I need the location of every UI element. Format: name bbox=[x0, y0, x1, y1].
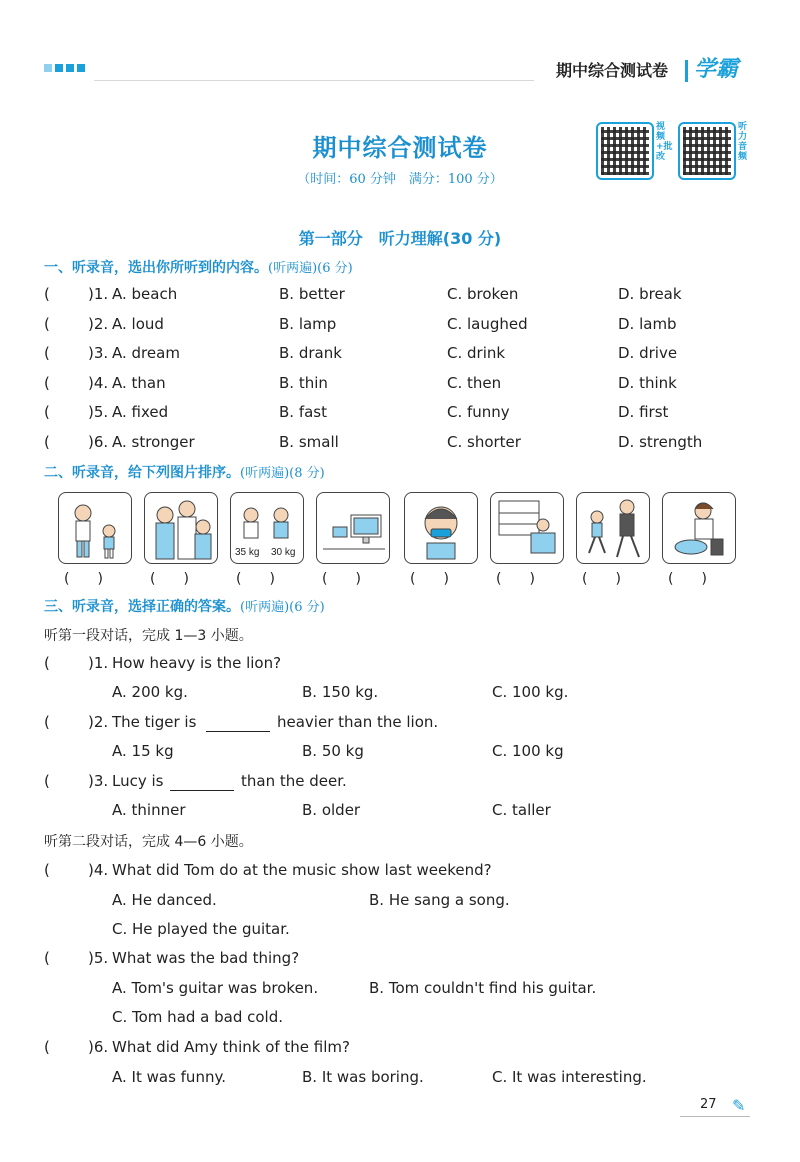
question-text-b: heavier than the lion. bbox=[277, 713, 439, 731]
picture-answer-paren[interactable]: ( ) bbox=[64, 571, 103, 587]
option-c: C. broken bbox=[447, 285, 519, 303]
option-a: A. dream bbox=[112, 344, 180, 362]
option-c: C. taller bbox=[492, 801, 551, 819]
question-text: What was the bad thing? bbox=[112, 949, 300, 967]
picture-answer-paren[interactable]: ( ) bbox=[236, 571, 275, 587]
option-a: A. thinner bbox=[112, 801, 186, 819]
option-c: C. shorter bbox=[447, 432, 521, 451]
answer-paren[interactable]: ( bbox=[44, 314, 50, 333]
family-icon bbox=[144, 492, 218, 564]
option-a: A. loud bbox=[112, 314, 164, 333]
question-number: )1. bbox=[88, 285, 109, 303]
option-a: A. He danced. bbox=[112, 891, 217, 909]
footer-rule bbox=[680, 1116, 750, 1117]
option-b: B. older bbox=[302, 801, 361, 819]
question-text-a: The tiger is bbox=[112, 713, 197, 731]
option-c: C. drink bbox=[447, 344, 506, 362]
answer-paren[interactable]: ( bbox=[44, 713, 50, 731]
option-a: A. beach bbox=[112, 285, 178, 303]
option-b: B. He sang a song. bbox=[369, 891, 510, 909]
option-b: B. Tom couldn't find his guitar. bbox=[369, 979, 597, 997]
question-text: What did Amy think of the film? bbox=[112, 1038, 350, 1056]
section2-title bbox=[44, 462, 325, 482]
option-c: C. He played the guitar. bbox=[112, 920, 290, 938]
question-number: )6. bbox=[88, 1038, 109, 1056]
question-number: )6. bbox=[88, 432, 109, 451]
option-b: B. 50 kg bbox=[302, 742, 364, 760]
dialog2-instruction: 听第二段对话，完成 4—6 小题。 bbox=[44, 834, 253, 850]
section2-heading: 二、听录音，给下列图片排序。 bbox=[44, 465, 240, 481]
option-a: A. fixed bbox=[112, 403, 169, 421]
weight-label-1: 35 kg bbox=[235, 547, 260, 558]
option-a: A. Tom's guitar was broken. bbox=[112, 979, 319, 997]
question-number: )4. bbox=[88, 861, 109, 879]
option-b: B. It was boring. bbox=[302, 1068, 424, 1086]
option-d: D. drive bbox=[618, 344, 678, 362]
question-number: )2. bbox=[88, 314, 109, 333]
adult-and-child-icon bbox=[58, 492, 132, 564]
question-number: )5. bbox=[88, 949, 109, 967]
option-d: D. think bbox=[618, 373, 677, 392]
picture-answer-paren[interactable]: ( ) bbox=[668, 571, 707, 587]
answer-paren[interactable]: ( bbox=[44, 285, 50, 303]
part-title: 第一部分 听力理解(30 分) bbox=[298, 229, 502, 248]
option-b: B. small bbox=[279, 432, 339, 451]
girl-washing-icon bbox=[662, 492, 736, 564]
answer-paren[interactable]: ( bbox=[44, 861, 50, 879]
weight-kids-icon bbox=[230, 492, 304, 564]
option-c: C. 100 kg bbox=[492, 742, 564, 760]
picture-answer-paren[interactable]: ( ) bbox=[582, 571, 621, 587]
section2-note: (听两遍)(8 分) bbox=[240, 466, 325, 481]
question-number: )1. bbox=[88, 654, 109, 672]
qr-video[interactable] bbox=[596, 122, 673, 180]
question-number: )4. bbox=[88, 373, 109, 392]
header-decoration bbox=[44, 64, 85, 72]
question-text: What did Tom do at the music show last weekend? bbox=[112, 861, 492, 879]
answer-paren[interactable]: ( bbox=[44, 654, 50, 672]
answer-paren[interactable]: ( bbox=[44, 344, 50, 362]
question-number: )3. bbox=[88, 344, 109, 362]
answer-paren[interactable]: ( bbox=[44, 432, 50, 451]
option-a: A. 15 kg bbox=[112, 742, 174, 760]
pencil-icon: ✎ bbox=[732, 1096, 746, 1115]
answer-paren[interactable]: ( bbox=[44, 772, 50, 790]
option-c: C. 100 kg. bbox=[492, 683, 569, 701]
question-text-a: Lucy is bbox=[112, 772, 164, 790]
section1-note: (听两遍)(6 分) bbox=[268, 261, 353, 276]
page-subtitle: （时间：60 分钟 满分：100 分） bbox=[297, 172, 503, 187]
qr-video-label: 视频+批改 bbox=[656, 122, 673, 162]
question-text: How heavy is the lion? bbox=[112, 654, 282, 672]
section1-heading: 一、听录音，选出你所听到的内容。 bbox=[44, 260, 268, 276]
brand-logo: 学霸 bbox=[694, 57, 739, 82]
option-b: B. thin bbox=[279, 373, 328, 392]
answer-paren[interactable]: ( bbox=[44, 403, 50, 421]
qr-code-icon[interactable] bbox=[596, 122, 654, 180]
option-d: D. strength bbox=[618, 432, 703, 451]
boy-playing-harmonica-icon bbox=[404, 492, 478, 564]
option-b: B. 150 kg. bbox=[302, 683, 379, 701]
picture-answer-paren[interactable]: ( ) bbox=[322, 571, 361, 587]
option-c: C. Tom had a bad cold. bbox=[112, 1008, 284, 1026]
answer-blank[interactable] bbox=[170, 790, 234, 791]
question-number: )5. bbox=[88, 403, 109, 421]
option-c: C. laughed bbox=[447, 314, 528, 333]
dialog1-instruction: 听第一段对话，完成 1—3 小题。 bbox=[44, 628, 253, 644]
header-divider bbox=[685, 60, 688, 82]
page-number: 27 bbox=[700, 1097, 717, 1112]
option-d: D. lamb bbox=[618, 314, 677, 333]
question-number: )2. bbox=[88, 713, 109, 731]
answer-paren[interactable]: ( bbox=[44, 1038, 50, 1056]
option-c: C. then bbox=[447, 373, 502, 392]
option-b: B. better bbox=[279, 285, 345, 303]
picture-answer-paren[interactable]: ( ) bbox=[410, 571, 449, 587]
computer-icon bbox=[316, 492, 390, 564]
option-b: B. drank bbox=[279, 344, 342, 362]
section3-heading: 三、听录音，选择正确的答案。 bbox=[44, 599, 240, 615]
qr-audio-label: 听力音频 bbox=[738, 122, 748, 162]
qr-code-icon[interactable] bbox=[678, 122, 736, 180]
option-a: A. stronger bbox=[112, 432, 195, 451]
option-c: C. funny bbox=[447, 403, 510, 421]
answer-paren[interactable]: ( bbox=[44, 949, 50, 967]
page-title: 期中综合测试卷 bbox=[312, 134, 488, 162]
option-a: A. 200 kg. bbox=[112, 683, 188, 701]
picture-answer-paren[interactable]: ( ) bbox=[150, 571, 189, 587]
question-text-b: than the deer. bbox=[241, 772, 347, 790]
section3-note: (听两遍)(6 分) bbox=[240, 600, 325, 615]
header-rule bbox=[94, 80, 534, 81]
qr-audio[interactable] bbox=[678, 122, 752, 180]
weight-label-2: 30 kg bbox=[271, 547, 296, 558]
option-b: B. fast bbox=[279, 403, 327, 421]
header-title: 期中综合测试卷 bbox=[556, 61, 669, 80]
picture-answer-paren[interactable]: ( ) bbox=[496, 571, 535, 587]
living-room-icon bbox=[490, 492, 564, 564]
option-d: D. break bbox=[618, 285, 682, 303]
question-number: )3. bbox=[88, 772, 109, 790]
option-b: B. lamp bbox=[279, 314, 337, 333]
answer-blank[interactable] bbox=[206, 731, 270, 732]
answer-paren[interactable]: ( bbox=[44, 373, 50, 392]
walking-people-icon bbox=[576, 492, 650, 564]
section3-title bbox=[44, 596, 325, 616]
section1-title bbox=[44, 257, 353, 277]
option-d: D. first bbox=[618, 403, 669, 421]
option-c: C. It was interesting. bbox=[492, 1068, 647, 1086]
option-a: A. than bbox=[112, 373, 166, 392]
option-a: A. It was funny. bbox=[112, 1068, 226, 1086]
